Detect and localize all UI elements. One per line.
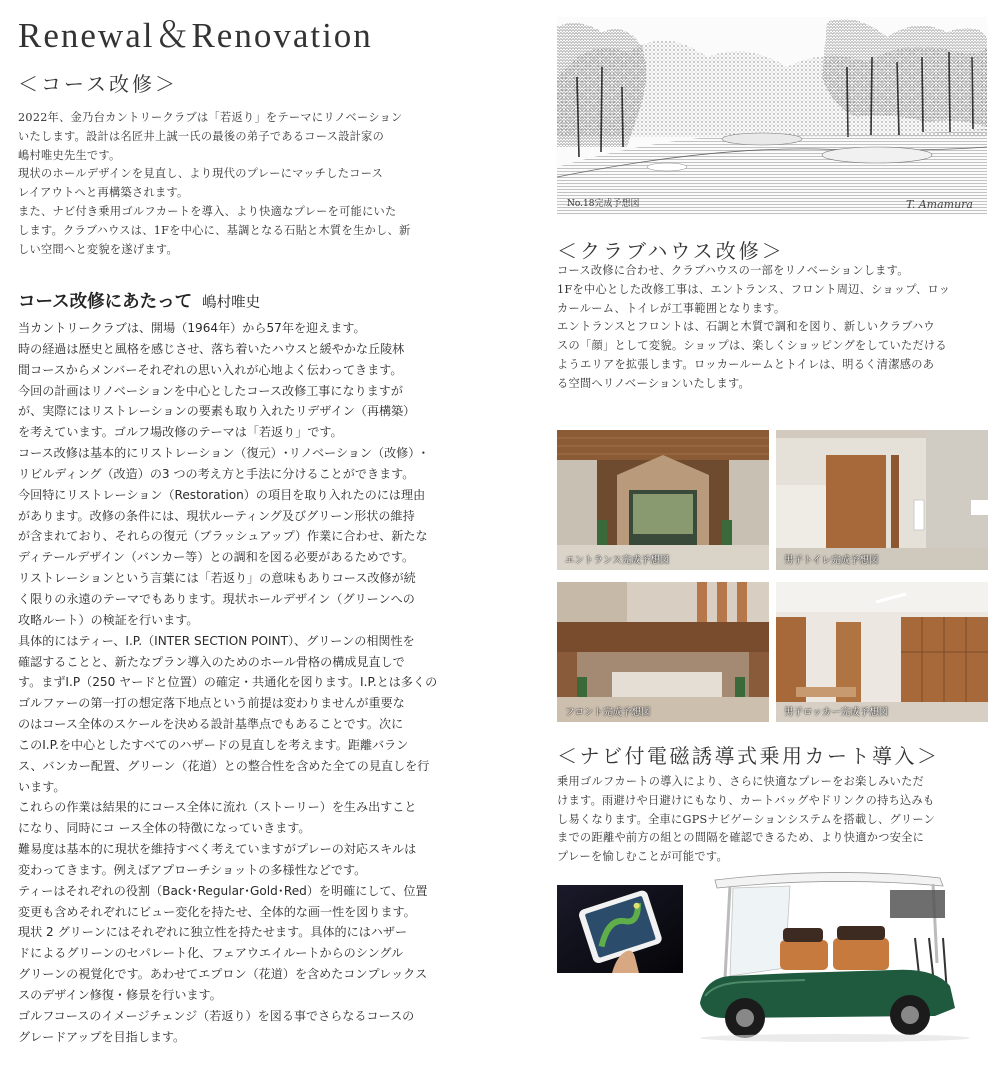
clubhouse-text (557, 262, 950, 394)
clubhouse-line: スの「顔」として変貌。ショップは、楽しくショッピングをしていただける (557, 339, 947, 353)
entrance-caption: エントランス完成予想図 (565, 555, 670, 566)
course-line: 現状のホールデザインを見直し、より現代のプレーにマッチしたコース (18, 167, 384, 181)
essay-line: 確認することと、新たなプラン導入のためのホール骨格の構成見直しで (18, 654, 405, 669)
essay-line: 変更も含めそれぞれにビュー変化を持たせ、全体的な画一性を図ります。 (18, 904, 416, 919)
clubhouse-line: エントランスとフロントは、石調と木質で調和を図り、新しいクラブハウ (557, 320, 935, 334)
clubhouse-line: カールーム、トイレが工事範囲となります。 (557, 301, 786, 315)
essay-text (18, 318, 458, 1048)
essay-line: ス、バンカー配置、グリーン（花道）との整合性を含めた全ての見直しを行 (18, 758, 430, 773)
course-line: します。クラブハウスは、1Fを中心に、基調となる石貼と木質を生かし、新 (18, 223, 411, 237)
cart-line: プレーを愉しむことが可能です。 (557, 850, 728, 864)
golf-cart-photo (685, 868, 990, 1043)
essay-author: 嶋村唯史 (202, 295, 261, 311)
course-line: 嶋村唯史先生です。 (18, 148, 121, 162)
essay-line: 今回の計画はリノベーションを中心としたコース改修工事になりますが (18, 383, 403, 398)
cart-text (557, 773, 935, 867)
locker-caption: 男子ロッカー完成予想図 (784, 707, 889, 718)
cart-heading: ＜ナビ付電磁誘導式乗用カート導入＞ (557, 744, 940, 768)
essay-line: があります。改修の条件には、現状ルーティング及びグリーン形状の維持 (18, 508, 415, 523)
essay-line: 攻略ルート）の検証を行います。 (18, 612, 199, 627)
course-line: また、ナビ付き乗用ゴルフカートを導入、より快適なプレーを可能にいた (18, 204, 397, 218)
cart-line: けます。雨避けや日避けにもなり、カートバッグやドリンクの持ち込みも (557, 793, 935, 807)
essay-line: 時の経過は歴史と風格を感じさせ、落ち着いたハウスと緩やかな丘陵林 (18, 341, 405, 356)
essay-line: グリーンの視覚化です。あわせてエプロン（花道）を含めたコンプレックス (18, 967, 428, 982)
essay-line: リストレーションという言葉には「若返り」の意味もありコース改修が続 (18, 571, 416, 586)
course-line: レイアウトへと再構築されます。 (18, 186, 189, 200)
page-title: Renewal＆Renovation (18, 16, 373, 55)
essay-line: ティーはそれぞれの役割（Back･Regular･Gold･Red）を明確にして、位置 (18, 883, 428, 898)
essay-line: になり、同時にコ ース全体の特徴になっていきます。 (18, 821, 311, 836)
essay-line: のはコース全体のスケールを決める設計基準点でもあることです。次に (18, 717, 404, 732)
essay-heading (18, 288, 260, 313)
clubhouse-line: コース改修に合わせ、クラブハウスの一部をリノベーションします。 (557, 264, 909, 277)
cart-line: 乗用ゴルフカートの導入により、さらに快適なプレーをお楽しみいただ (557, 775, 925, 788)
course-line: しい空間へと変貌を遂げます。 (18, 242, 178, 256)
entrance-photo (557, 430, 769, 570)
essay-line: を考えています。ゴルフ場改修のテーマは「若返り」です。 (18, 425, 343, 440)
toilet-caption: 男子トイレ完成予想図 (784, 555, 879, 566)
essay-line: す。まずI.P（250 ヤードと位置）の確定・共通化を図ります。I.P.とは多くの (18, 675, 438, 690)
sketch-illustration (557, 17, 987, 215)
essay-line: 当カントリークラブは、開場（1964年）から57年を迎えます。 (18, 321, 366, 335)
essay-line: 間コースからメンバーそれぞれの思い入れが心地よく伝わってきます。 (18, 362, 403, 377)
essay-line: これらの作業は結果的にコース全体に流れ（ストーリー）を生み出すこと (18, 800, 417, 815)
toilet-photo (776, 430, 988, 570)
essay-line: ディテールデザイン（バンカー等）との調和を図る必要があるためです。 (18, 550, 415, 565)
clubhouse-line: る空間へリノベーションいたします。 (557, 376, 751, 390)
essay-line: く限りの永遠のテーマでもあります。現状ホールデザイン（グリーンへの (18, 591, 415, 606)
essay-line: スのデザイン修復・修景を行います。 (18, 988, 222, 1002)
course-heading: ＜コース改修＞ (18, 72, 178, 96)
course-text (18, 109, 410, 259)
clubhouse-line: ようエリアを拡張します。ロッカールームとトイレは、明るく清潔感のあ (557, 357, 935, 371)
essay-title: コース改修にあたって (18, 292, 193, 312)
clubhouse-line: 1Fを中心とした改修工事は、エントランス、フロント周辺、ショップ、ロッ (557, 282, 951, 296)
essay-line: が、実際にはリストレーションの要素も取り入れたリデザイン（再構築） (18, 404, 416, 419)
essay-line: ゴルファーの第一打の想定落下地点という前提は変わりませんが重要な (18, 696, 405, 711)
clubhouse-heading: ＜クラブハウス改修＞ (557, 239, 785, 263)
essay-line: 現状 2 グリーンにはそれぞれに独立性を持たせます。具体的にはハザー (18, 925, 408, 940)
essay-line: リビルディング（改造）の3 つの考え方と手法に分けることができます。 (18, 466, 415, 481)
essay-line: 変わってきます。例えばアプローチショットの多様性などです。 (18, 862, 367, 877)
course-sketch (557, 17, 987, 215)
essay-line: コース改修は基本的にリストレーション（復元）･リノベーション（改修）･ (18, 446, 427, 461)
front-photo (557, 582, 769, 722)
essay-line: が含まれており、それらの復元（ブラッシュアップ）作業に合わせ、新たな (18, 529, 428, 544)
course-line: いたします。設計は名匠井上誠一氏の最後の弟子であるコース設計家の (18, 129, 385, 143)
essay-line: います。 (18, 779, 66, 794)
essay-line: グレードアップを目指します。 (18, 1029, 186, 1044)
essay-line: 今回特にリストレーション（Restoration）の項目を取り入れたのには理由 (18, 487, 426, 502)
sketch-caption: No.18完成予想図 (567, 199, 640, 209)
course-line: 2022年、金乃台カントリークラブは「若返り」をテーマにリノベーション (18, 111, 403, 124)
essay-line: ドによるグリーンのセパレート化、フェアウエイルートからのシングル (18, 946, 404, 961)
cart-line: し易くなります。全車にGPSナビゲーションシステムを搭載し、グリーン (557, 812, 936, 826)
navigation-tablet-photo (557, 885, 683, 973)
cart-line: までの距離や前方の組との間隔を確認できるため、より快適かつ安全に (557, 831, 925, 845)
essay-line: 具体的にはティー、I.P.（INTER SECTION POINT）、グリーンの相関性を (18, 633, 415, 648)
essay-line: ゴルフコースのイメージチェンジ（若返り）を図る事でさらなるコースの (18, 1008, 415, 1023)
essay-line: このI.P.を中心としたすべてのハザードの見直しを考えます。距離バラン (18, 737, 409, 752)
artist-signature: T. Amamura (906, 198, 973, 211)
locker-photo (776, 582, 988, 722)
essay-line: 難易度は基本的に現状を維持すべく考えていますがプレーの対応スキルは (18, 842, 417, 857)
front-caption: フロント完成予想図 (565, 707, 651, 718)
